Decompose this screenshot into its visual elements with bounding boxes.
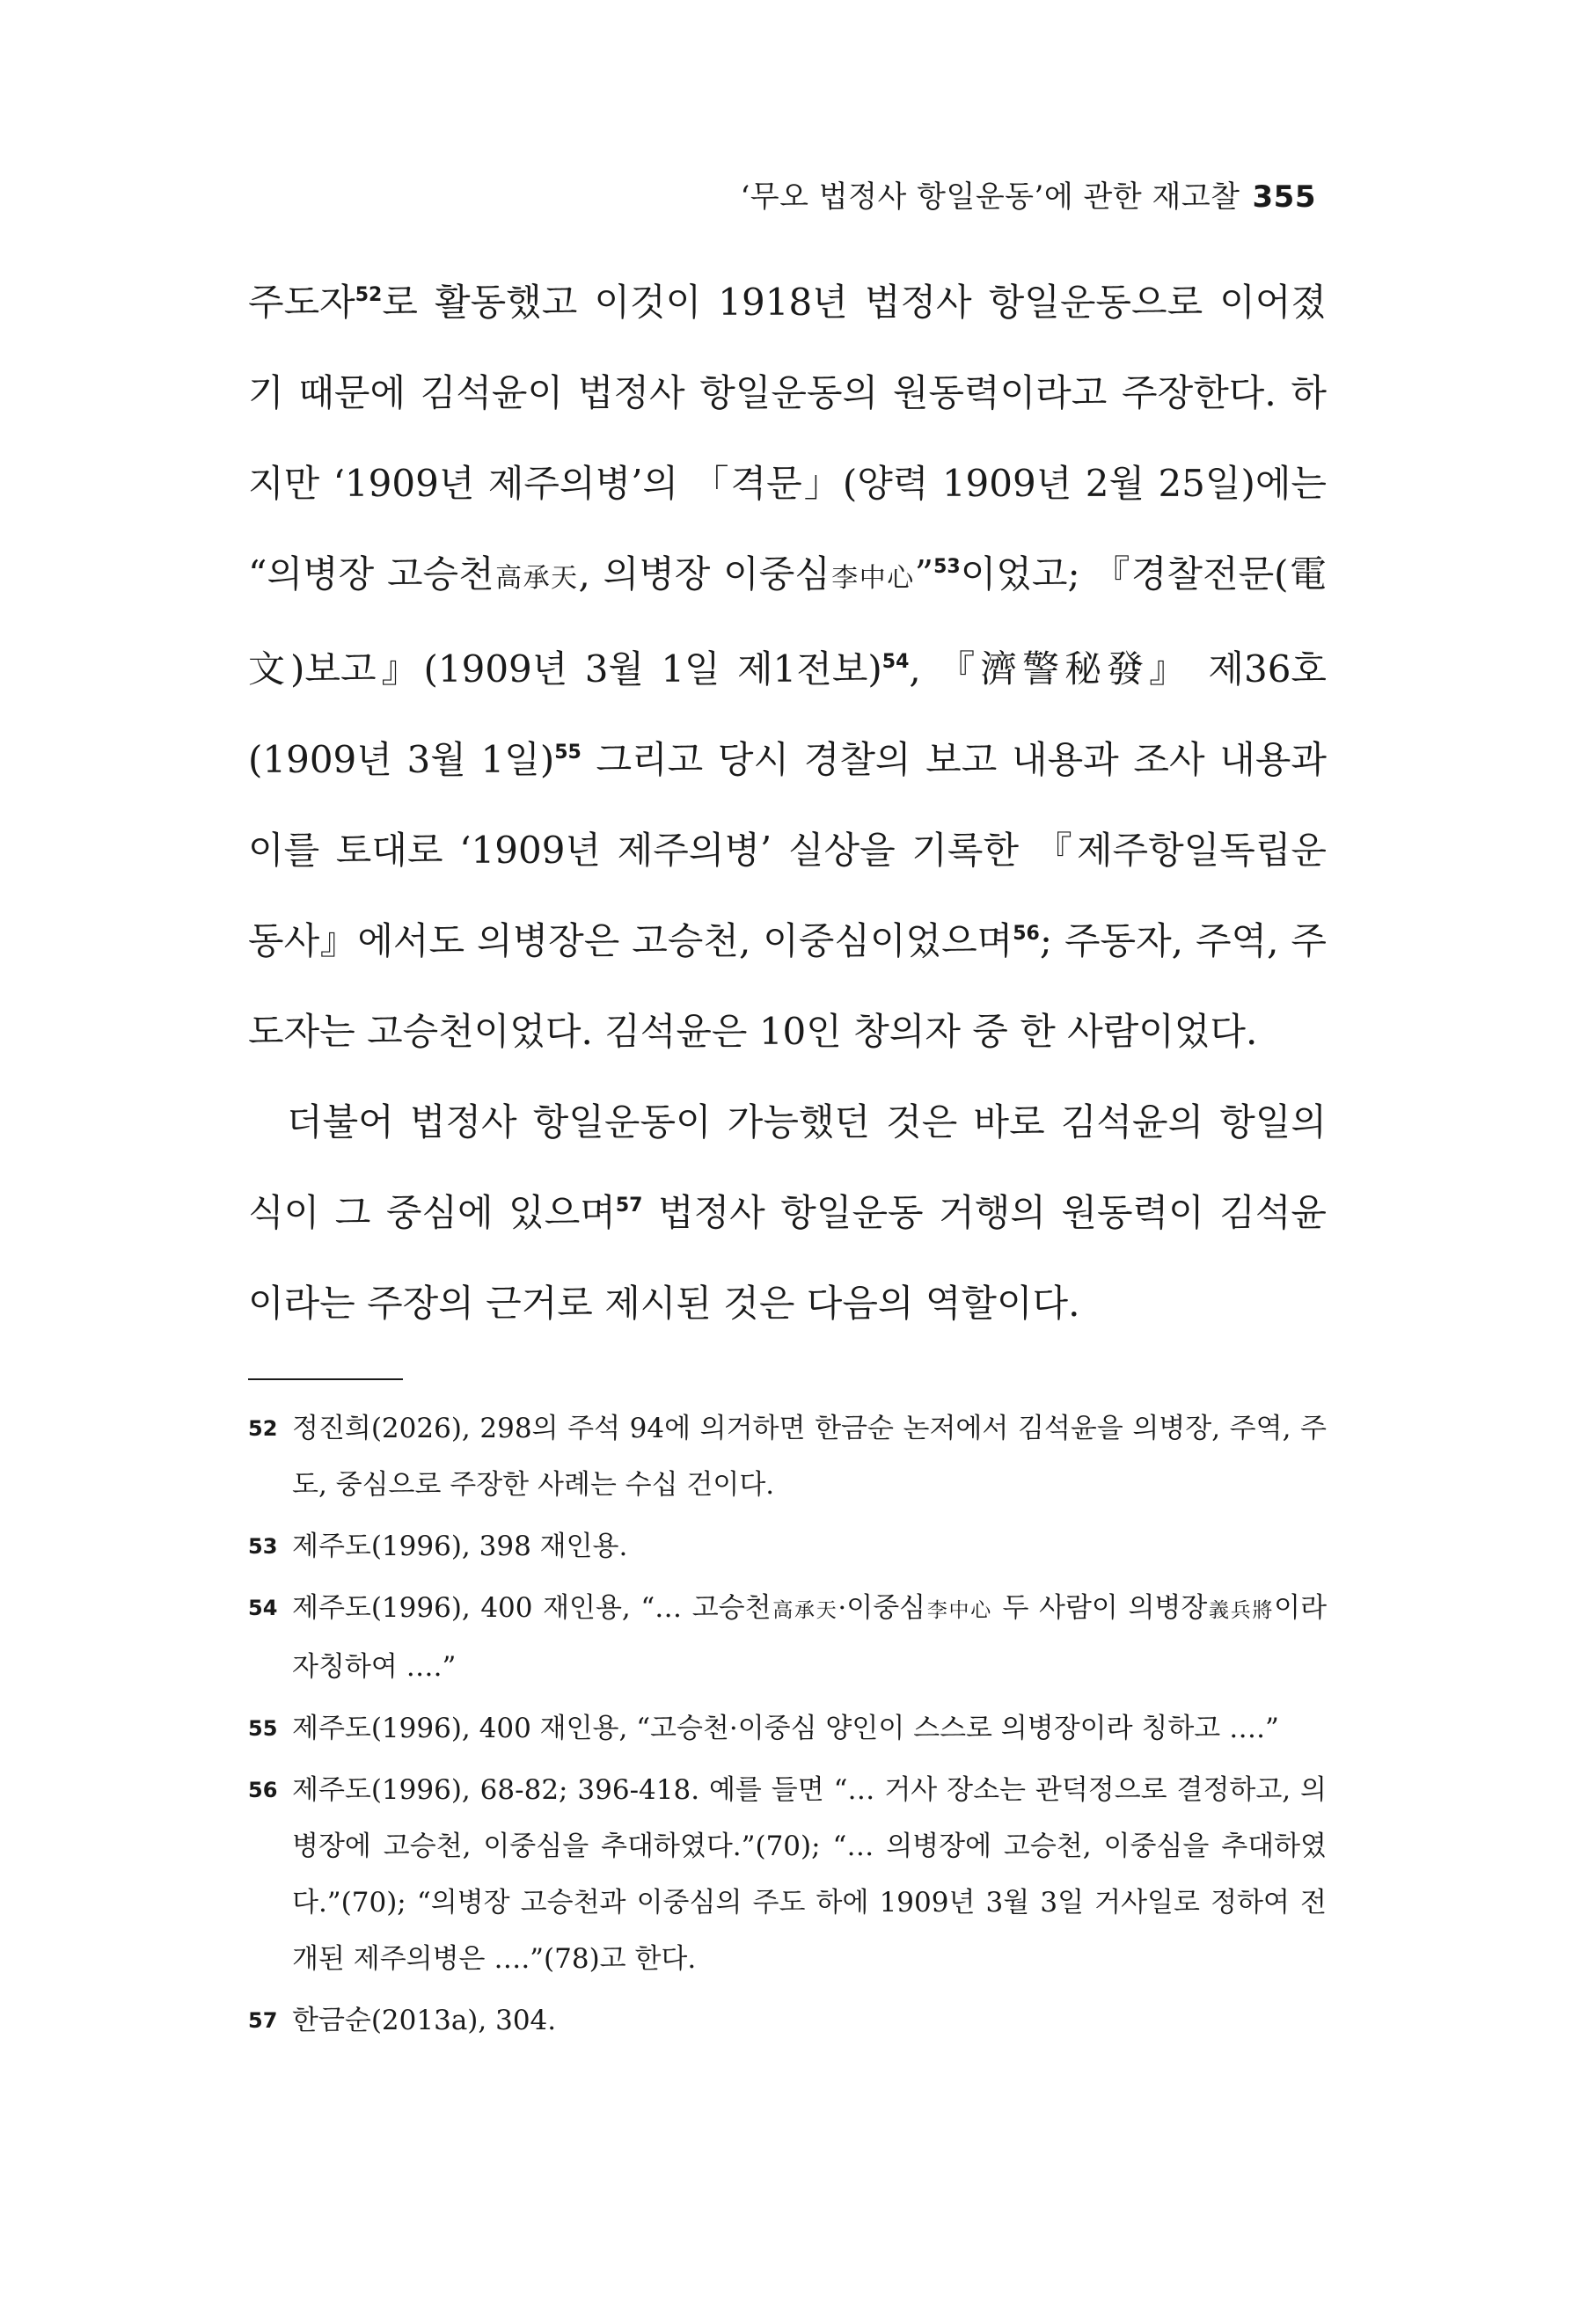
footnote-text xyxy=(292,1592,1327,1683)
hanja-gloss: 高承天 xyxy=(494,563,579,594)
page-number: 355 xyxy=(1252,179,1316,215)
text-run: 그리고 당시 경찰의 보고 내용과 조사 내용과 이를 토대로 ‘1909년 제주의병’ 실상을 기록한 『제주항일독립운동사』에서도 의병장은 고승천, 이중심이었으며 xyxy=(248,738,1327,962)
text-run: , 『濟警秘發』 제36호(1909년 3월 1일) xyxy=(248,647,1327,781)
footnote-55 xyxy=(248,1700,1327,1757)
footnote-text: 제주도(1996), 68-82; 396-418. 예를 들면 “… 거사 장소는 관덕정으로 결정하고, 의병장에 고승천, 이중심을 추대하였다.”(70); “… 의병장에 고승천, 이중심을 추대하였다.”(70); “의병장 고승천과 이중심의 주도 하에 1909년 3월 3일 거사일로 정하여 전개된 제주의병은 ….”(78)고 한다. xyxy=(292,1774,1327,1975)
text-run: 이라 자칭하여 ….” xyxy=(292,1592,1328,1683)
footnote-56 xyxy=(248,1762,1327,1987)
footnote-separator xyxy=(248,1378,403,1380)
footnote-number: 54 xyxy=(248,1596,278,1620)
footnote-ref-54[interactable]: 54 xyxy=(881,651,910,673)
footnote-ref-55[interactable]: 55 xyxy=(554,742,582,764)
footnote-number: 57 xyxy=(248,2008,278,2033)
footnote-54 xyxy=(248,1580,1327,1695)
text-run: 로 활동했고 이것이 1918년 법정사 항일운동으로 이어졌기 때문에 김석윤이 법정사 항일운동의 원동력이라고 주장한다. 하지만 ‘1909년 제주의병’의 「격문」(양력 1909년 2월 25일)에는 “의병장 고승천 xyxy=(248,281,1327,596)
text-run: 두 사람이 의병장 xyxy=(991,1592,1208,1624)
footnote-ref-52[interactable]: 52 xyxy=(355,284,383,306)
body-text xyxy=(248,257,1327,1348)
text-run: ; 주동자, 주역, 주도자는 고승천이었다. 김석윤은 10인 창의자 중 한 사람이었다. xyxy=(248,919,1327,1053)
footnote-text: 제주도(1996), 398 재인용. xyxy=(292,1531,628,1562)
running-title: ‘무오 법정사 항일운동’에 관한 재고찰 xyxy=(740,179,1240,215)
running-header xyxy=(741,172,1317,216)
text-run: 주도자 xyxy=(248,281,355,324)
footnote-number: 55 xyxy=(248,1716,278,1741)
footnote-ref-57[interactable]: 57 xyxy=(615,1195,643,1217)
text-run: 법정사 항일운동 거행의 원동력이 김석윤이라는 주장의 근거로 제시된 것은 다음의 역할이다. xyxy=(248,1191,1328,1325)
footnote-ref-53[interactable]: 53 xyxy=(933,556,961,578)
footnote-text: 정진희(2026), 298의 주석 94에 의거하면 한금순 논저에서 김석윤을 의병장, 주역, 주도, 중심으로 주장한 사례는 수십 건이다. xyxy=(292,1413,1327,1501)
footnote-number: 52 xyxy=(248,1416,278,1441)
footnote-text: 제주도(1996), 400 재인용, “고승천·이중심 양인이 스스로 의병장이라 칭하고 ….” xyxy=(292,1713,1279,1744)
paragraph-1 xyxy=(248,257,1327,1077)
footnote-57 xyxy=(248,1992,1327,2049)
footnote-53 xyxy=(248,1518,1327,1575)
footnote-ref-56[interactable]: 56 xyxy=(1013,923,1040,945)
footnote-number: 56 xyxy=(248,1778,278,1802)
text-run: ·이중심 xyxy=(838,1592,926,1624)
footnote-text: 한금순(2013a), 304. xyxy=(292,2005,557,2036)
text-run: 더불어 법정사 항일운동이 가능했던 것은 바로 김석윤의 항일의식이 그 중심에 있으며 xyxy=(248,1100,1327,1234)
text-run: ” xyxy=(914,552,934,596)
hanja-gloss: 李中心 xyxy=(830,563,915,594)
text-run: 이었고; 『경찰전문(電文)보고』(1909년 3월 1일 제1전보) xyxy=(248,552,1327,691)
text-run: , 의병장 이중심 xyxy=(578,552,830,596)
hanja-gloss: 高承天 xyxy=(771,1599,838,1622)
hanja-gloss: 李中心 xyxy=(925,1599,992,1622)
footnote-number: 53 xyxy=(248,1534,278,1559)
hanja-gloss: 義兵將 xyxy=(1207,1599,1275,1622)
text-run: 제주도(1996), 400 재인용, “… 고승천 xyxy=(292,1592,772,1624)
footnotes xyxy=(248,1400,1327,2054)
paragraph-2 xyxy=(248,1077,1327,1348)
footnote-52 xyxy=(248,1400,1327,1513)
